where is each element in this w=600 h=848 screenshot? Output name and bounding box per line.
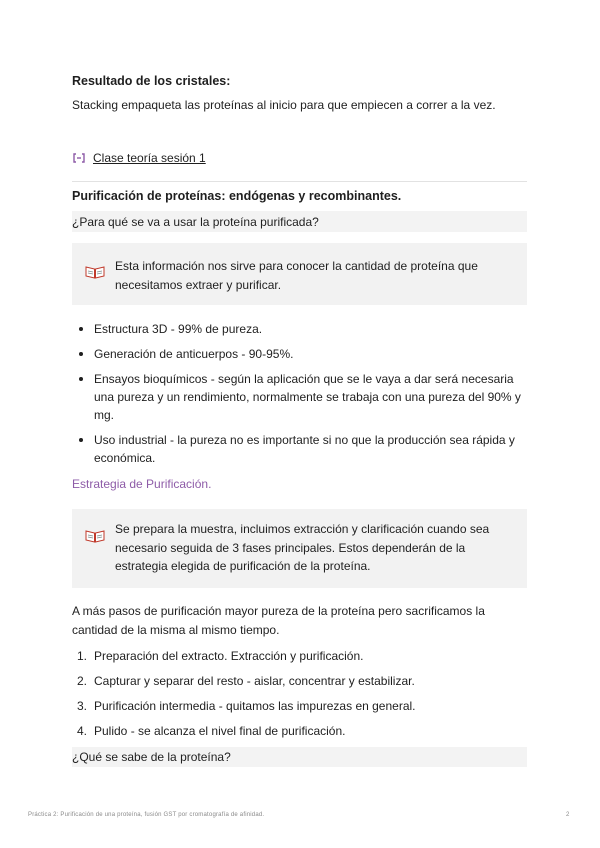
callout-info-text: Esta información nos sirve para conocer la cantidad de proteína que necesitamos extraer y purificar.: [115, 259, 478, 292]
callout-strategy: [72, 509, 527, 588]
list-item: Ensayos bioquímicos - según la aplicación que se le vaya a dar será necesaria una pureza y un rendimiento, normalmente se trabaja con una pureza del 90% y mg.: [72, 370, 527, 424]
list-item: Generación de anticuerpos - 90-95%.: [72, 345, 527, 363]
book-icon: [85, 265, 105, 279]
step-number: 2.: [77, 674, 88, 688]
step-text: Capturar y separar del resto - aislar, concentrar y estabilizar.: [94, 674, 415, 688]
callout-info: [72, 243, 527, 305]
list-item: [72, 647, 527, 665]
results-text: Stacking empaqueta las proteínas al inicio para que empiecen a correr a la vez.: [72, 98, 496, 112]
page-number: 2: [566, 812, 570, 818]
final-question: ¿Qué se sabe de la proteína?: [72, 747, 527, 767]
list-item: Uso industrial - la pureza no es importante si no que la producción sea rápida y económica.: [72, 431, 527, 467]
step-text: Pulido - se alcanza el nivel final de purificación.: [94, 724, 346, 738]
callout-strategy-text: Se prepara la muestra, incluimos extracción y clarificación cuando sea necesario seguida de 3 fases principales. Estos dependerán de la estrategia elegida de purificación de la proteína.: [115, 522, 490, 573]
link-icon: [72, 152, 86, 164]
purity-list: [72, 320, 527, 467]
step-number: 1.: [77, 649, 88, 663]
class-link-label[interactable]: Clase teoría sesión 1: [93, 151, 206, 165]
list-item: [72, 672, 527, 690]
footer-title: Práctica 2: Purificación de una proteína, fusión GST por cromatografía de afinidad.: [28, 812, 265, 818]
step-number: 3.: [77, 699, 88, 713]
section-heading: Purificación de proteínas: endógenas y recombinantes.: [72, 189, 402, 203]
book-icon: [85, 529, 105, 543]
class-link[interactable]: [72, 151, 527, 165]
purification-steps: [72, 647, 527, 740]
list-item: [72, 722, 527, 740]
step-text: Preparación del extracto. Extracción y purificación.: [94, 649, 364, 663]
section-divider: [72, 181, 527, 182]
list-item: Estructura 3D - 99% de pureza.: [72, 320, 527, 338]
section-question: ¿Para qué se va a usar la proteína purificada?: [72, 211, 527, 232]
strategy-link[interactable]: Estrategia de Purificación.: [72, 477, 212, 491]
step-number: 4.: [77, 724, 88, 738]
list-item: [72, 697, 527, 715]
step-text: Purificación intermedia - quitamos las impurezas en general.: [94, 699, 416, 713]
purity-paragraph: A más pasos de purificación mayor pureza de la proteína pero sacrificamos la cantidad de la misma al mismo tiempo.: [72, 604, 485, 637]
results-heading: Resultado de los cristales:: [72, 74, 231, 88]
